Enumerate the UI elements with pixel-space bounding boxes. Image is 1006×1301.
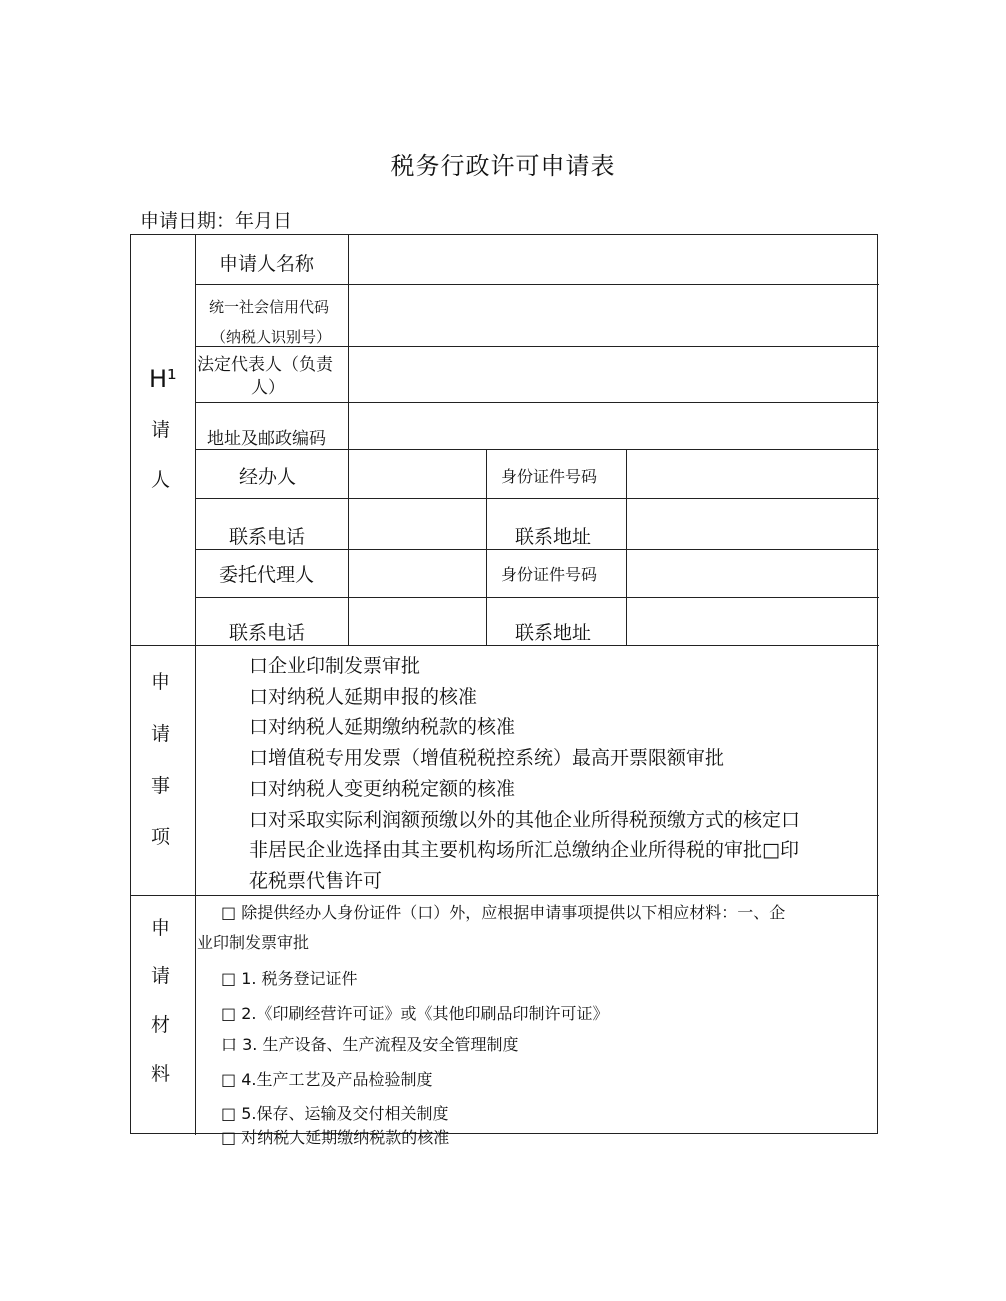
materials-side-char-2: 请: [151, 965, 171, 987]
middle-column-divider: [486, 449, 487, 645]
material-printing-license: □ 2.《印刷经营许可证》或《其他印刷品印制许可证》: [221, 1004, 609, 1023]
applicant-side-char-1: 请: [151, 419, 171, 441]
item-vat-invoice-limit: 口增值税专用发票（增值税税控系统）最高开票限额审批: [249, 747, 725, 769]
section-divider-materials: [131, 895, 879, 896]
materials-intro-line1: □ 除提供经办人身份证件（口）外，应根据申请事项提供以下相应材料：一、企: [221, 903, 786, 922]
credit-code-label-line1: 统一社会信用代码: [209, 298, 330, 316]
material-process-inspection: □ 4.生产工艺及产品检验制度: [221, 1070, 433, 1089]
agent-phone-label: 联系电话: [229, 622, 306, 644]
label-column-divider-top: [348, 235, 349, 449]
row-divider-5: [195, 498, 879, 499]
items-side-char-2: 请: [151, 723, 171, 745]
cut-off-line-clip: [197, 1128, 797, 1147]
item-nonresident-consolidation: 非居民企业选择由其主要机构场所汇总缴纳企业所得税的审批□印: [249, 839, 799, 861]
items-side-char-3: 事: [151, 775, 171, 797]
row-divider-6: [195, 549, 879, 550]
page-title: 税务行政许可申请表: [390, 152, 616, 180]
row-divider-7: [195, 597, 879, 598]
item-delayed-payment: 口对纳税人延期缴纳税款的核准: [249, 716, 516, 738]
item-invoice-printing: 口企业印制发票审批: [249, 655, 421, 677]
label-column-divider-bottom: [348, 449, 349, 645]
item-stamp-sales-license: 花税票代售许可: [249, 870, 383, 892]
agent-label: 委托代理人: [219, 564, 315, 586]
handler-label: 经办人: [239, 466, 297, 488]
applicant-side-mark: H¹: [149, 365, 177, 393]
applicant-side-char-2: 人: [151, 469, 171, 491]
handler-contact-address-label: 联系地址: [515, 526, 592, 548]
item-prepayment-method: 口对采取实际利润额预缴以外的其他企业所得税预缴方式的核定口: [249, 809, 801, 831]
items-side-char-4: 项: [151, 826, 171, 848]
applicant-name-label: 申请人名称: [219, 253, 315, 275]
handler-phone-label: 联系电话: [229, 526, 306, 548]
item-delayed-filing: 口对纳税人延期申报的核准: [249, 686, 478, 708]
address-postcode-label: 地址及邮政编码: [207, 429, 326, 449]
items-side-char-1: 申: [151, 671, 171, 693]
materials-side-char-3: 材: [151, 1014, 171, 1036]
materials-side-char-1: 申: [151, 917, 171, 939]
handler-id-number-label: 身份证件号码: [501, 467, 598, 486]
application-form-table: [130, 234, 878, 1147]
materials-intro-line2: 业印制发票审批: [197, 933, 310, 952]
agent-id-number-label: 身份证件号码: [501, 565, 598, 584]
material-storage-transport: □ 5.保存、运输及交付相关制度: [221, 1104, 449, 1123]
left-column-divider: [195, 235, 196, 1135]
material-tax-registration: □ 1. 税务登记证件: [221, 969, 358, 988]
item-quota-change: 口对纳税人变更纳税定额的核准: [249, 778, 516, 800]
credit-code-label-line2: （纳税人识别号）: [211, 328, 332, 346]
material-cut-off-line: □ 对纳税人延期缴纳税款的核准: [221, 1128, 450, 1147]
materials-side-char-4: 料: [151, 1063, 171, 1085]
row-divider-4: [195, 449, 879, 450]
application-date: 申请日期：年月日: [140, 210, 293, 232]
right-label-divider: [626, 449, 627, 645]
material-production-equipment: 口 3. 生产设备、生产流程及安全管理制度: [221, 1035, 519, 1054]
legal-rep-label-line1: 法定代表人（负责: [197, 355, 333, 375]
agent-contact-address-label: 联系地址: [515, 622, 592, 644]
row-divider-1: [195, 284, 879, 285]
row-divider-3: [195, 402, 879, 403]
legal-rep-label-line2: 人）: [251, 378, 285, 398]
section-divider-items: [131, 645, 879, 646]
